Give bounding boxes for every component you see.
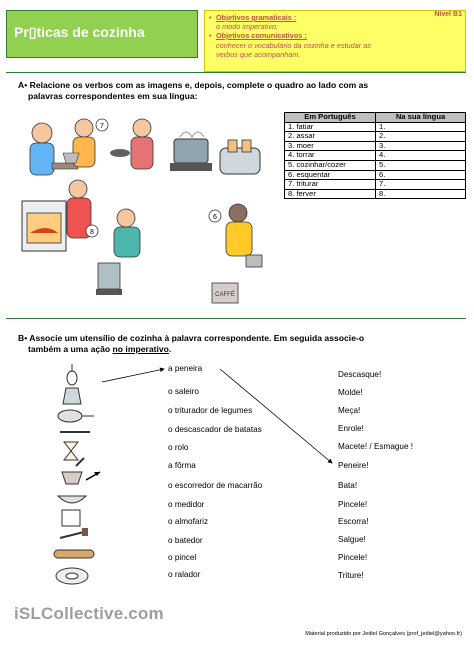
table-cell-verb: 5. cozinhar/cozer [285,160,376,170]
section-b-instruction [18,333,364,344]
action-word[interactable]: Bata! [338,481,358,490]
table-cell-verb: 7. triturar [285,180,376,190]
cooking-pot-icon [170,132,212,171]
vocabulary-table [284,112,466,199]
action-word[interactable]: Meça! [338,406,361,415]
section-b-instruction-line-2: também a uma ação no imperativo. [28,344,172,354]
action-word[interactable]: Pincele! [338,553,368,562]
action-word[interactable]: Salgue! [338,535,366,544]
table-cell-verb: 6. esquentar [285,170,376,180]
section-a-instruction-line-1: Relacione os verbos com as imagens e, depois, complete o quadro ao lado com as [29,80,369,90]
table-header-row [285,113,466,123]
example-arrows [100,366,360,466]
author-credit: Material produzido por Jediel Gonçalves (prof_jediel@yahoo.fr) [305,631,462,637]
number-badge-8 [86,225,98,237]
utensil-word[interactable]: o triturador de legumes [168,406,253,415]
utensil-word[interactable]: o escorredor de macarrão [168,481,263,490]
communicative-objectives-text-2: verbos que acompanham. [216,50,301,59]
section-a-instruction-line-2: palavras correspondentes em sua língua: [28,91,198,101]
utensil-word[interactable]: o rolo [168,443,189,452]
arrow-icon [220,369,332,463]
utensil-word[interactable]: a peneira [168,364,203,373]
action-word[interactable]: Descasque! [338,370,382,379]
table-cell-verb: 3. moer [285,141,376,151]
kitchen-illustrations [16,113,278,309]
svg-text:7: 7 [100,123,104,130]
woman-blender-icon [96,209,140,295]
table-cell-answer[interactable]: 5. [376,160,466,170]
rolling-pin-icon [54,550,94,558]
table-header-portuguese: Em Português [285,113,376,123]
action-word[interactable]: Escorra! [338,517,369,526]
sieve-icon [58,410,94,422]
arrow-icon [86,472,100,480]
section-a-instruction [18,80,368,91]
section-b-instruction-line-1: Associe um utensílio de cozinha à palavra correspondente. Em seguida associe-o [29,333,365,343]
utensil-word[interactable]: o batedor [168,536,203,545]
brush-icon [60,528,88,538]
utensil-word[interactable]: a fôrma [168,461,196,470]
grater-icon [63,388,81,404]
table-cell-verb: 1. fatiar [285,122,376,132]
utensil-word[interactable]: o ralador [168,570,201,579]
section-a-marker: A• [18,80,28,90]
utensil-word[interactable]: o medidor [168,500,205,509]
page-title: Pr▯ticas de cozinha [14,24,145,40]
action-word[interactable]: Pincele! [338,500,368,509]
measuring-cup-icon [62,510,80,526]
table-cell-answer[interactable]: 7. [376,180,466,190]
action-word[interactable]: Macete! / Esmague ! [338,442,414,451]
woman-slicing-icon [30,123,78,175]
hourglass-icon [64,442,78,460]
table-row [285,189,466,199]
underlined-imperative: no imperativo [112,344,169,354]
action-word[interactable]: Molde! [338,388,363,397]
utensil-word[interactable]: o almofariz [168,517,209,526]
section-divider [6,318,466,319]
toaster-icon [220,140,260,174]
grammar-objectives-text: o modo imperativo; [216,22,279,31]
mortar-icon [62,458,84,484]
table-cell-answer[interactable]: 8. [376,189,466,199]
number-badge-7 [96,119,108,131]
action-word[interactable]: Enrole! [338,424,364,433]
arrow-icon [102,369,164,382]
table-cell-answer[interactable]: 6. [376,170,466,180]
colander-icon [58,496,86,503]
table-cell-answer[interactable]: 3. [376,141,466,151]
table-cell-answer[interactable]: 1. [376,122,466,132]
utensil-word[interactable]: o saleiro [168,387,199,396]
oven-icon [22,201,66,251]
level-label: Nível B1 [434,11,462,18]
table-header-native: Na sua língua [376,113,466,123]
coffee-label: CAFFÉ [215,292,235,298]
table-row [285,160,466,170]
utensil-word[interactable]: o descascador de batatas [168,425,262,434]
table-row [285,180,466,190]
table-cell-answer[interactable]: 2. [376,132,466,142]
site-logo: iSLCollective.com [14,604,164,623]
woman-grinding-icon [63,119,95,167]
table-cell-verb: 4. torrar [285,151,376,161]
table-cell-verb: 2. assar [285,132,376,142]
cake-pan-icon [56,568,88,584]
header-divider [6,72,466,73]
table-row [285,132,466,142]
grammar-objectives-label: Objetivos gramaticais : [216,13,297,22]
action-word[interactable]: Triture! [338,571,364,580]
communicative-objectives-label: Objetivos comunicativos : [216,31,307,40]
svg-text:8: 8 [90,229,94,236]
section-b-marker: B• [18,333,28,343]
table-cell-answer[interactable]: 4. [376,151,466,161]
communicative-objectives-text-1: conhecer o vocabulário da cozinha e estudar as [216,41,371,50]
svg-text:6: 6 [213,214,217,221]
action-word[interactable]: Peneire! [338,461,369,470]
bullet-icon: • [209,13,212,22]
number-badge-6 [209,210,221,222]
table-cell-verb: 8. ferver [285,189,376,199]
utensil-word[interactable]: o pincel [168,553,197,562]
bullet-icon: • [209,31,212,40]
chef-man-icon [110,119,153,169]
whisk-icon [67,364,77,385]
